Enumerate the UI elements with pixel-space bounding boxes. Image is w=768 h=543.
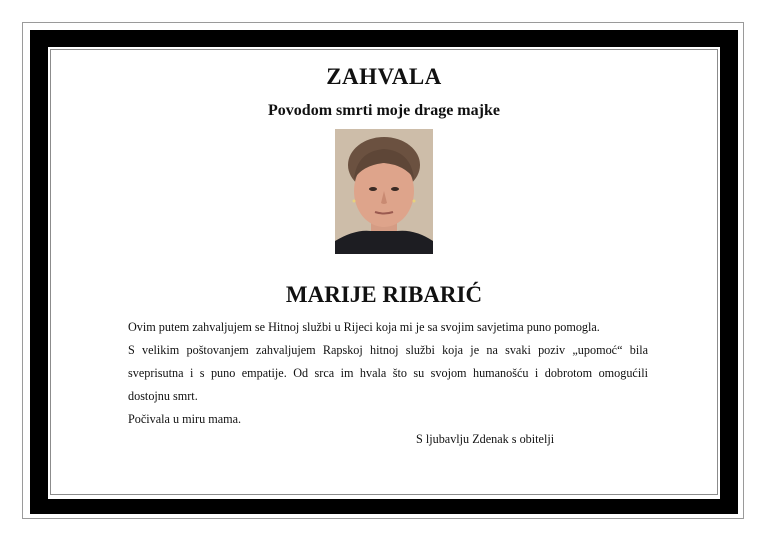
- signature: S ljubavlju Zdenak s obitelji: [416, 432, 555, 446]
- thank-you-message: [128, 316, 648, 431]
- notice-subtitle: Povodom smrti moje drage majke: [268, 102, 500, 119]
- message-line: dostojnu smrt.: [128, 389, 198, 403]
- portrait-photo: [335, 129, 433, 254]
- portrait-illustration: [335, 129, 433, 254]
- message-line: S velikim poštovanjem zahvaljujem Rapskoj hitnoj službi koja je na svaki poziv „upomoć“ bila: [128, 343, 648, 357]
- message-line: Ovim putem zahvaljujem se Hitnoj službi u Rijeci koja mi je sa svojim savjetima puno pomogla.: [128, 320, 600, 334]
- message-line: Počivala u miru mama.: [128, 412, 242, 426]
- notice-title: ZAHVALA: [326, 64, 442, 89]
- message-line: sveprisutna i s puno empatije. Od srca im hvala što su svojom humanošću i dobrotom omogućili: [128, 366, 648, 380]
- deceased-name: MARIJE RIBARIĆ: [285, 282, 483, 307]
